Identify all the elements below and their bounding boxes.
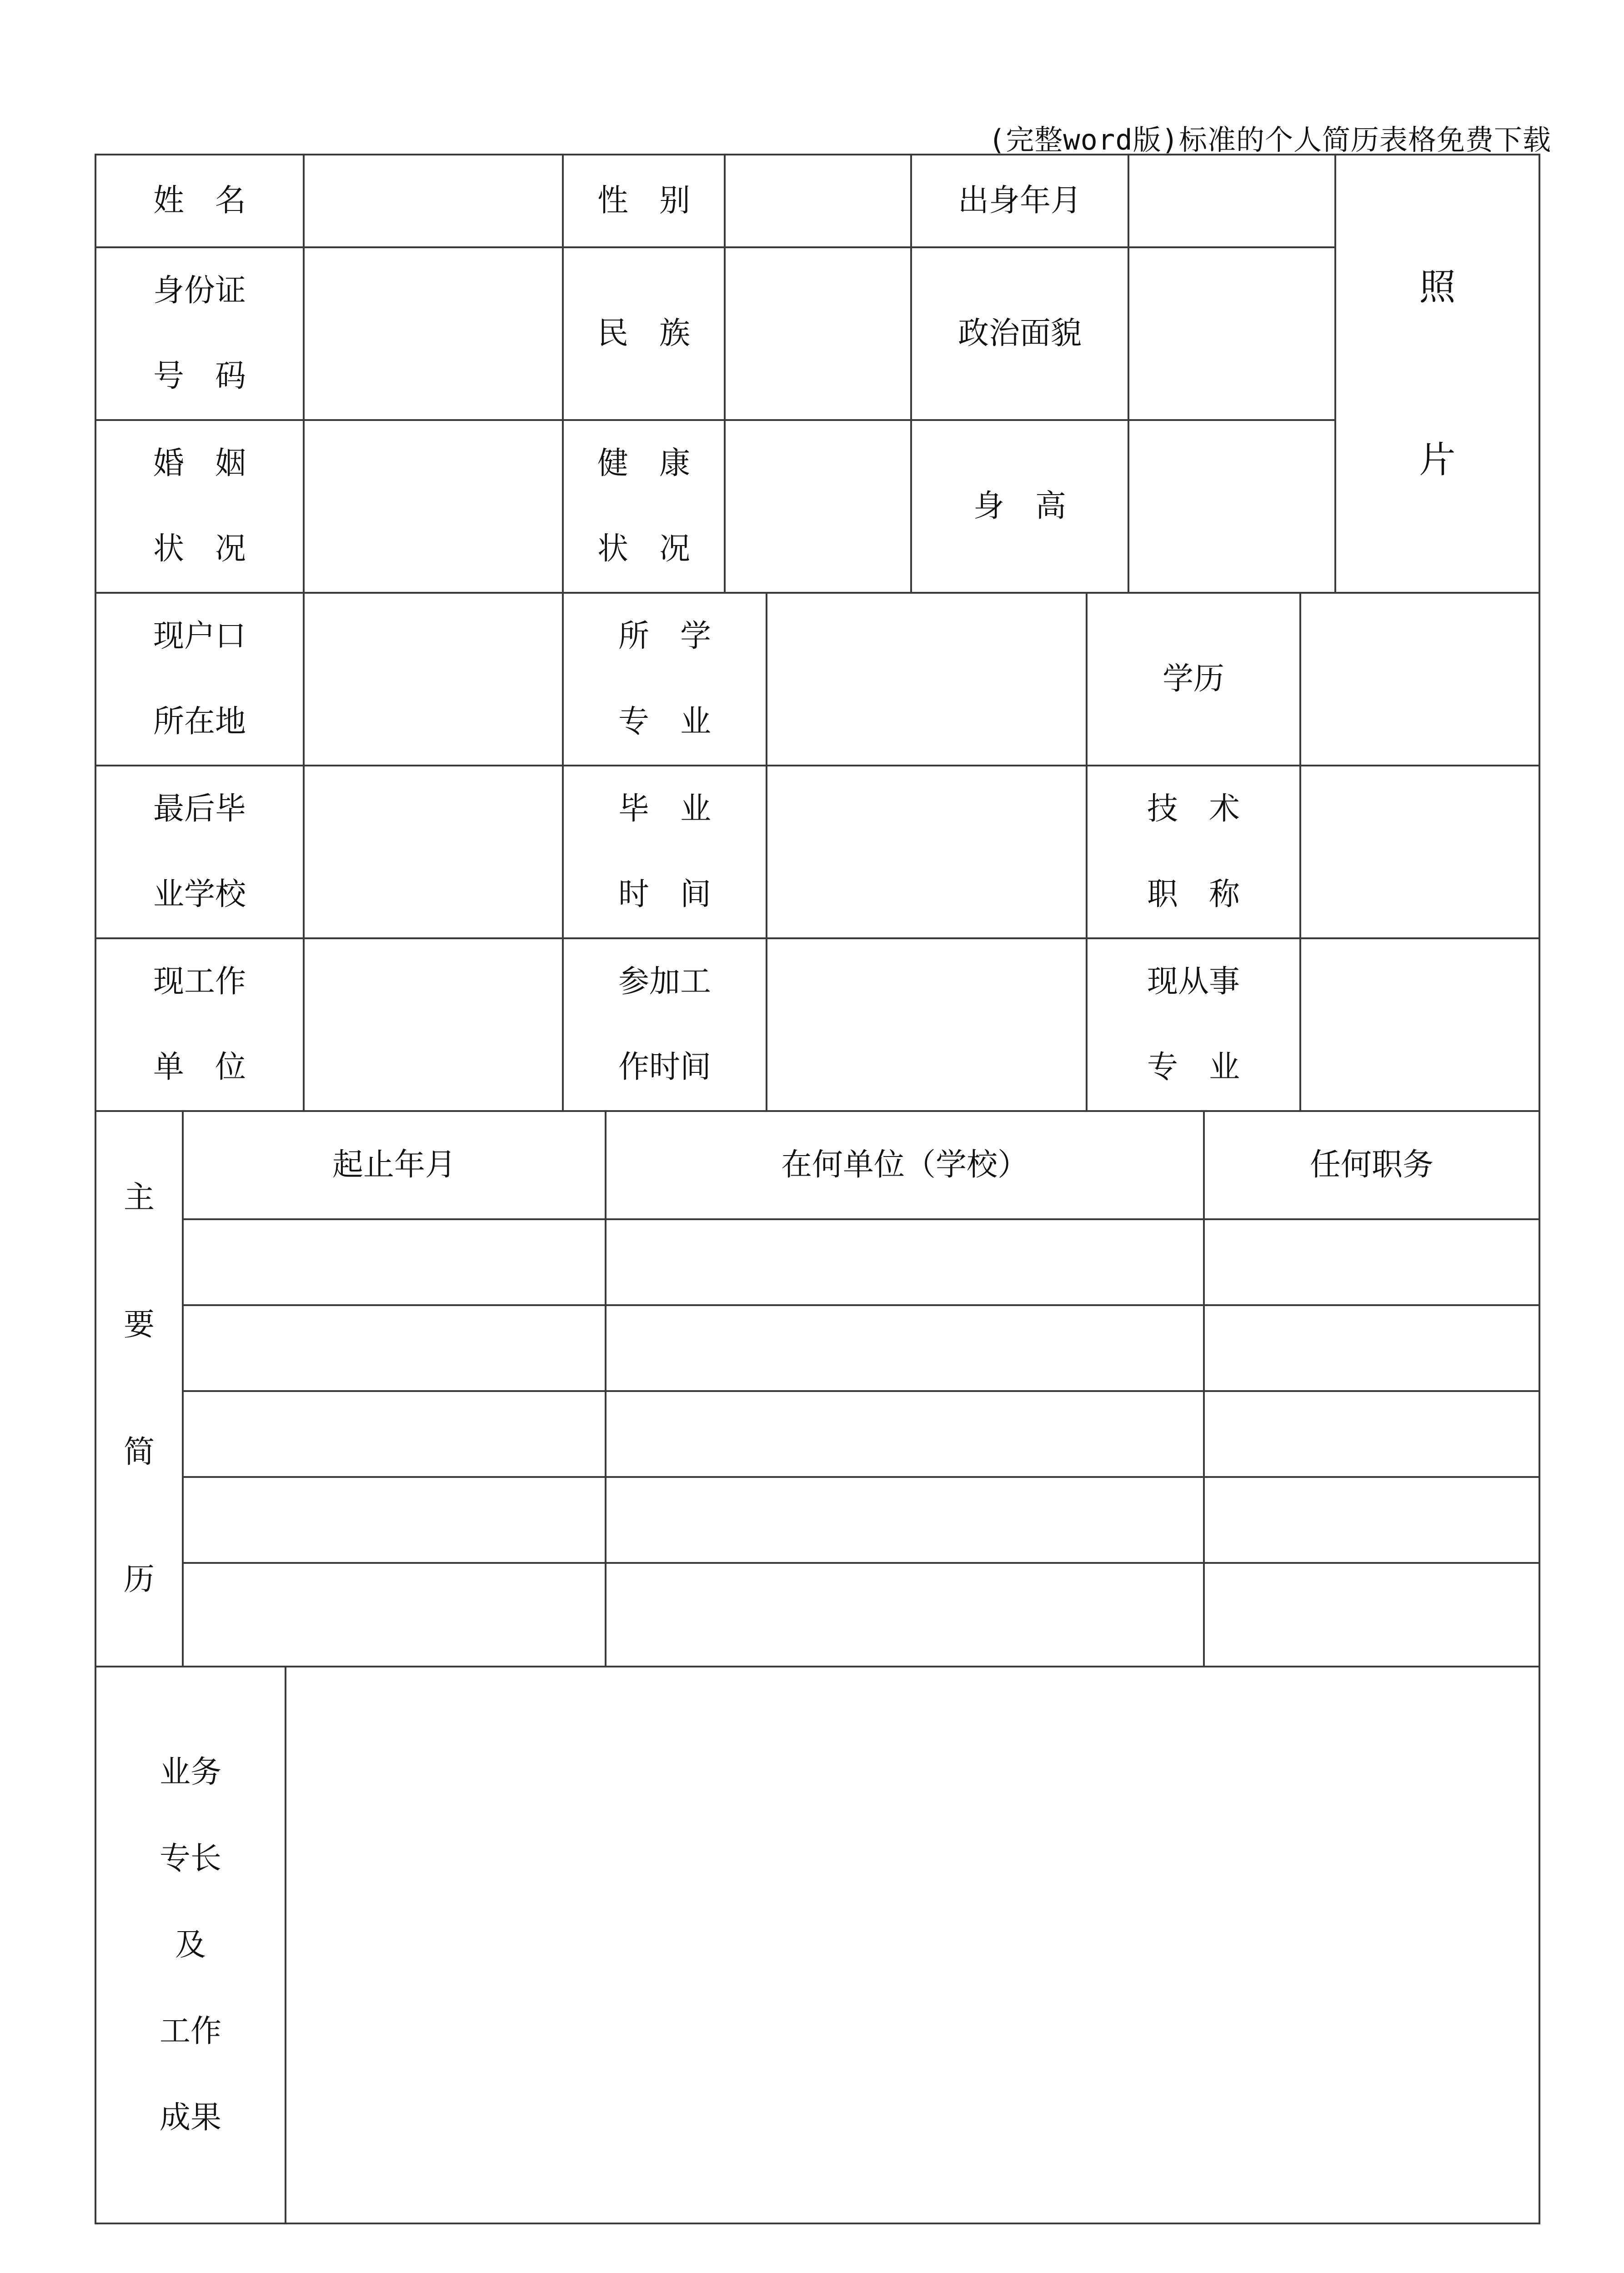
title-label — [1087, 766, 1300, 938]
expertise-label-line4: 工作 — [159, 2013, 221, 2049]
resume-side-char-3: 简 — [123, 1434, 155, 1470]
grad-time-label — [563, 766, 767, 938]
resume-organization-cell[interactable] — [606, 1219, 1204, 1305]
resume-row-1 — [95, 1219, 1539, 1305]
id-label — [95, 247, 304, 420]
workplace-label — [95, 938, 304, 1111]
title-field[interactable] — [1300, 766, 1539, 938]
work-start-label-line2: 作时间 — [618, 1049, 711, 1085]
document-header: (完整word版)标准的个人简历表格免费下载 — [988, 123, 1551, 156]
hukou-label-line2: 所在地 — [153, 704, 246, 740]
resume-position-cell[interactable] — [1204, 1391, 1539, 1477]
column-header-period: 起止年月 — [183, 1111, 606, 1219]
height-field[interactable] — [1128, 420, 1335, 593]
resume-side-char-1: 主 — [123, 1180, 155, 1216]
resume-position-cell[interactable] — [1204, 1219, 1539, 1305]
workplace-field[interactable] — [304, 938, 563, 1111]
id-field[interactable] — [304, 247, 563, 420]
resume-row-4 — [95, 1477, 1539, 1563]
workplace-label-line1: 现工作 — [153, 964, 246, 1000]
resume-row-3 — [95, 1391, 1539, 1477]
marital-field[interactable] — [304, 420, 563, 593]
birth-label: 出身年月 — [911, 155, 1128, 247]
hukou-field[interactable] — [304, 593, 563, 766]
expertise-label-line1: 业务 — [159, 1754, 221, 1790]
school-label — [95, 766, 304, 938]
resume-position-cell[interactable] — [1204, 1305, 1539, 1391]
grad-time-label-line2: 时 间 — [618, 876, 711, 912]
info-row-5 — [95, 766, 1539, 938]
health-field[interactable] — [725, 420, 911, 593]
health-label-line1: 健 康 — [597, 446, 690, 481]
expertise-row — [95, 1667, 1539, 2223]
info-row-4 — [95, 593, 1539, 766]
resume-organization-cell[interactable] — [606, 1391, 1204, 1477]
resume-period-cell[interactable] — [183, 1477, 606, 1563]
work-start-field[interactable] — [767, 938, 1087, 1111]
title-label-line1: 技 术 — [1147, 791, 1240, 827]
info-row-3 — [95, 420, 1539, 593]
resume-form — [95, 154, 1539, 2224]
resume-organization-cell[interactable] — [606, 1305, 1204, 1391]
health-label — [563, 420, 725, 593]
info-row-1 — [95, 155, 1539, 247]
info-row-6 — [95, 938, 1539, 1111]
name-field[interactable] — [304, 155, 563, 247]
major-label-line1: 所 学 — [618, 618, 711, 654]
major-label — [563, 593, 767, 766]
expertise-table — [95, 1666, 1540, 2224]
expertise-content-field[interactable] — [286, 1667, 1539, 2223]
photo-label-line2: 片 — [1419, 439, 1456, 481]
hukou-label-line1: 现户口 — [153, 618, 246, 654]
current-field-label — [1087, 938, 1300, 1111]
gender-label: 性 别 — [563, 155, 725, 247]
grad-time-label-line1: 毕 业 — [618, 791, 711, 827]
work-start-label-line1: 参加工 — [618, 964, 711, 1000]
marital-label-line1: 婚 姻 — [153, 446, 246, 481]
ethnic-field[interactable] — [725, 247, 911, 420]
expertise-label-line3: 及 — [175, 1927, 206, 1963]
resume-position-cell[interactable] — [1204, 1477, 1539, 1563]
marital-label-line2: 状 况 — [153, 531, 246, 567]
workplace-label-line2: 单 位 — [153, 1049, 246, 1085]
school-field[interactable] — [304, 766, 563, 938]
resume-period-cell[interactable] — [183, 1391, 606, 1477]
hukou-label — [95, 593, 304, 766]
current-field-label-line2: 专 业 — [1147, 1049, 1240, 1085]
current-field-field[interactable] — [1300, 938, 1539, 1111]
grad-time-field[interactable] — [767, 766, 1087, 938]
resume-row-5 — [95, 1563, 1539, 1667]
major-field[interactable] — [767, 593, 1087, 766]
work-start-label — [563, 938, 767, 1111]
resume-side-char-4: 历 — [123, 1562, 155, 1597]
resume-organization-cell[interactable] — [606, 1477, 1204, 1563]
resume-side-label — [95, 1111, 183, 1667]
resume-side-char-2: 要 — [123, 1307, 155, 1343]
school-label-line2: 业学校 — [153, 876, 246, 912]
photo-label-line1: 照 — [1419, 266, 1456, 308]
name-label: 姓 名 — [95, 155, 304, 247]
resume-position-cell[interactable] — [1204, 1563, 1539, 1667]
education-info-table — [95, 592, 1540, 1112]
birth-field[interactable] — [1128, 155, 1335, 247]
school-label-line1: 最后毕 — [153, 791, 246, 827]
resume-header-row — [95, 1111, 1539, 1219]
title-label-line2: 职 称 — [1147, 876, 1240, 912]
resume-organization-cell[interactable] — [606, 1563, 1204, 1667]
major-label-line2: 专 业 — [618, 704, 711, 740]
resume-period-cell[interactable] — [183, 1305, 606, 1391]
info-row-2 — [95, 247, 1539, 420]
gender-field[interactable] — [725, 155, 911, 247]
marital-label — [95, 420, 304, 593]
photo-box[interactable] — [1335, 155, 1539, 593]
resume-history-table — [95, 1110, 1540, 1667]
expertise-label-line5: 成果 — [159, 2099, 221, 2136]
resume-row-2 — [95, 1305, 1539, 1391]
education-label: 学历 — [1087, 593, 1300, 766]
height-label: 身 高 — [911, 420, 1128, 593]
id-label-line1: 身份证 — [153, 273, 246, 309]
ethnic-label: 民 族 — [563, 247, 725, 420]
resume-period-cell[interactable] — [183, 1219, 606, 1305]
id-label-line2: 号 码 — [153, 358, 246, 394]
resume-period-cell[interactable] — [183, 1563, 606, 1667]
expertise-label-line2: 专长 — [159, 1840, 221, 1877]
column-header-position: 任何职务 — [1204, 1111, 1539, 1219]
personal-info-table — [95, 154, 1540, 594]
column-header-organization: 在何单位（学校） — [606, 1111, 1204, 1219]
political-field[interactable] — [1128, 247, 1335, 420]
health-label-line2: 状 况 — [597, 531, 690, 567]
political-label: 政治面貌 — [911, 247, 1128, 420]
current-field-label-line1: 现从事 — [1147, 964, 1240, 1000]
education-field[interactable] — [1300, 593, 1539, 766]
expertise-label — [95, 1667, 286, 2223]
